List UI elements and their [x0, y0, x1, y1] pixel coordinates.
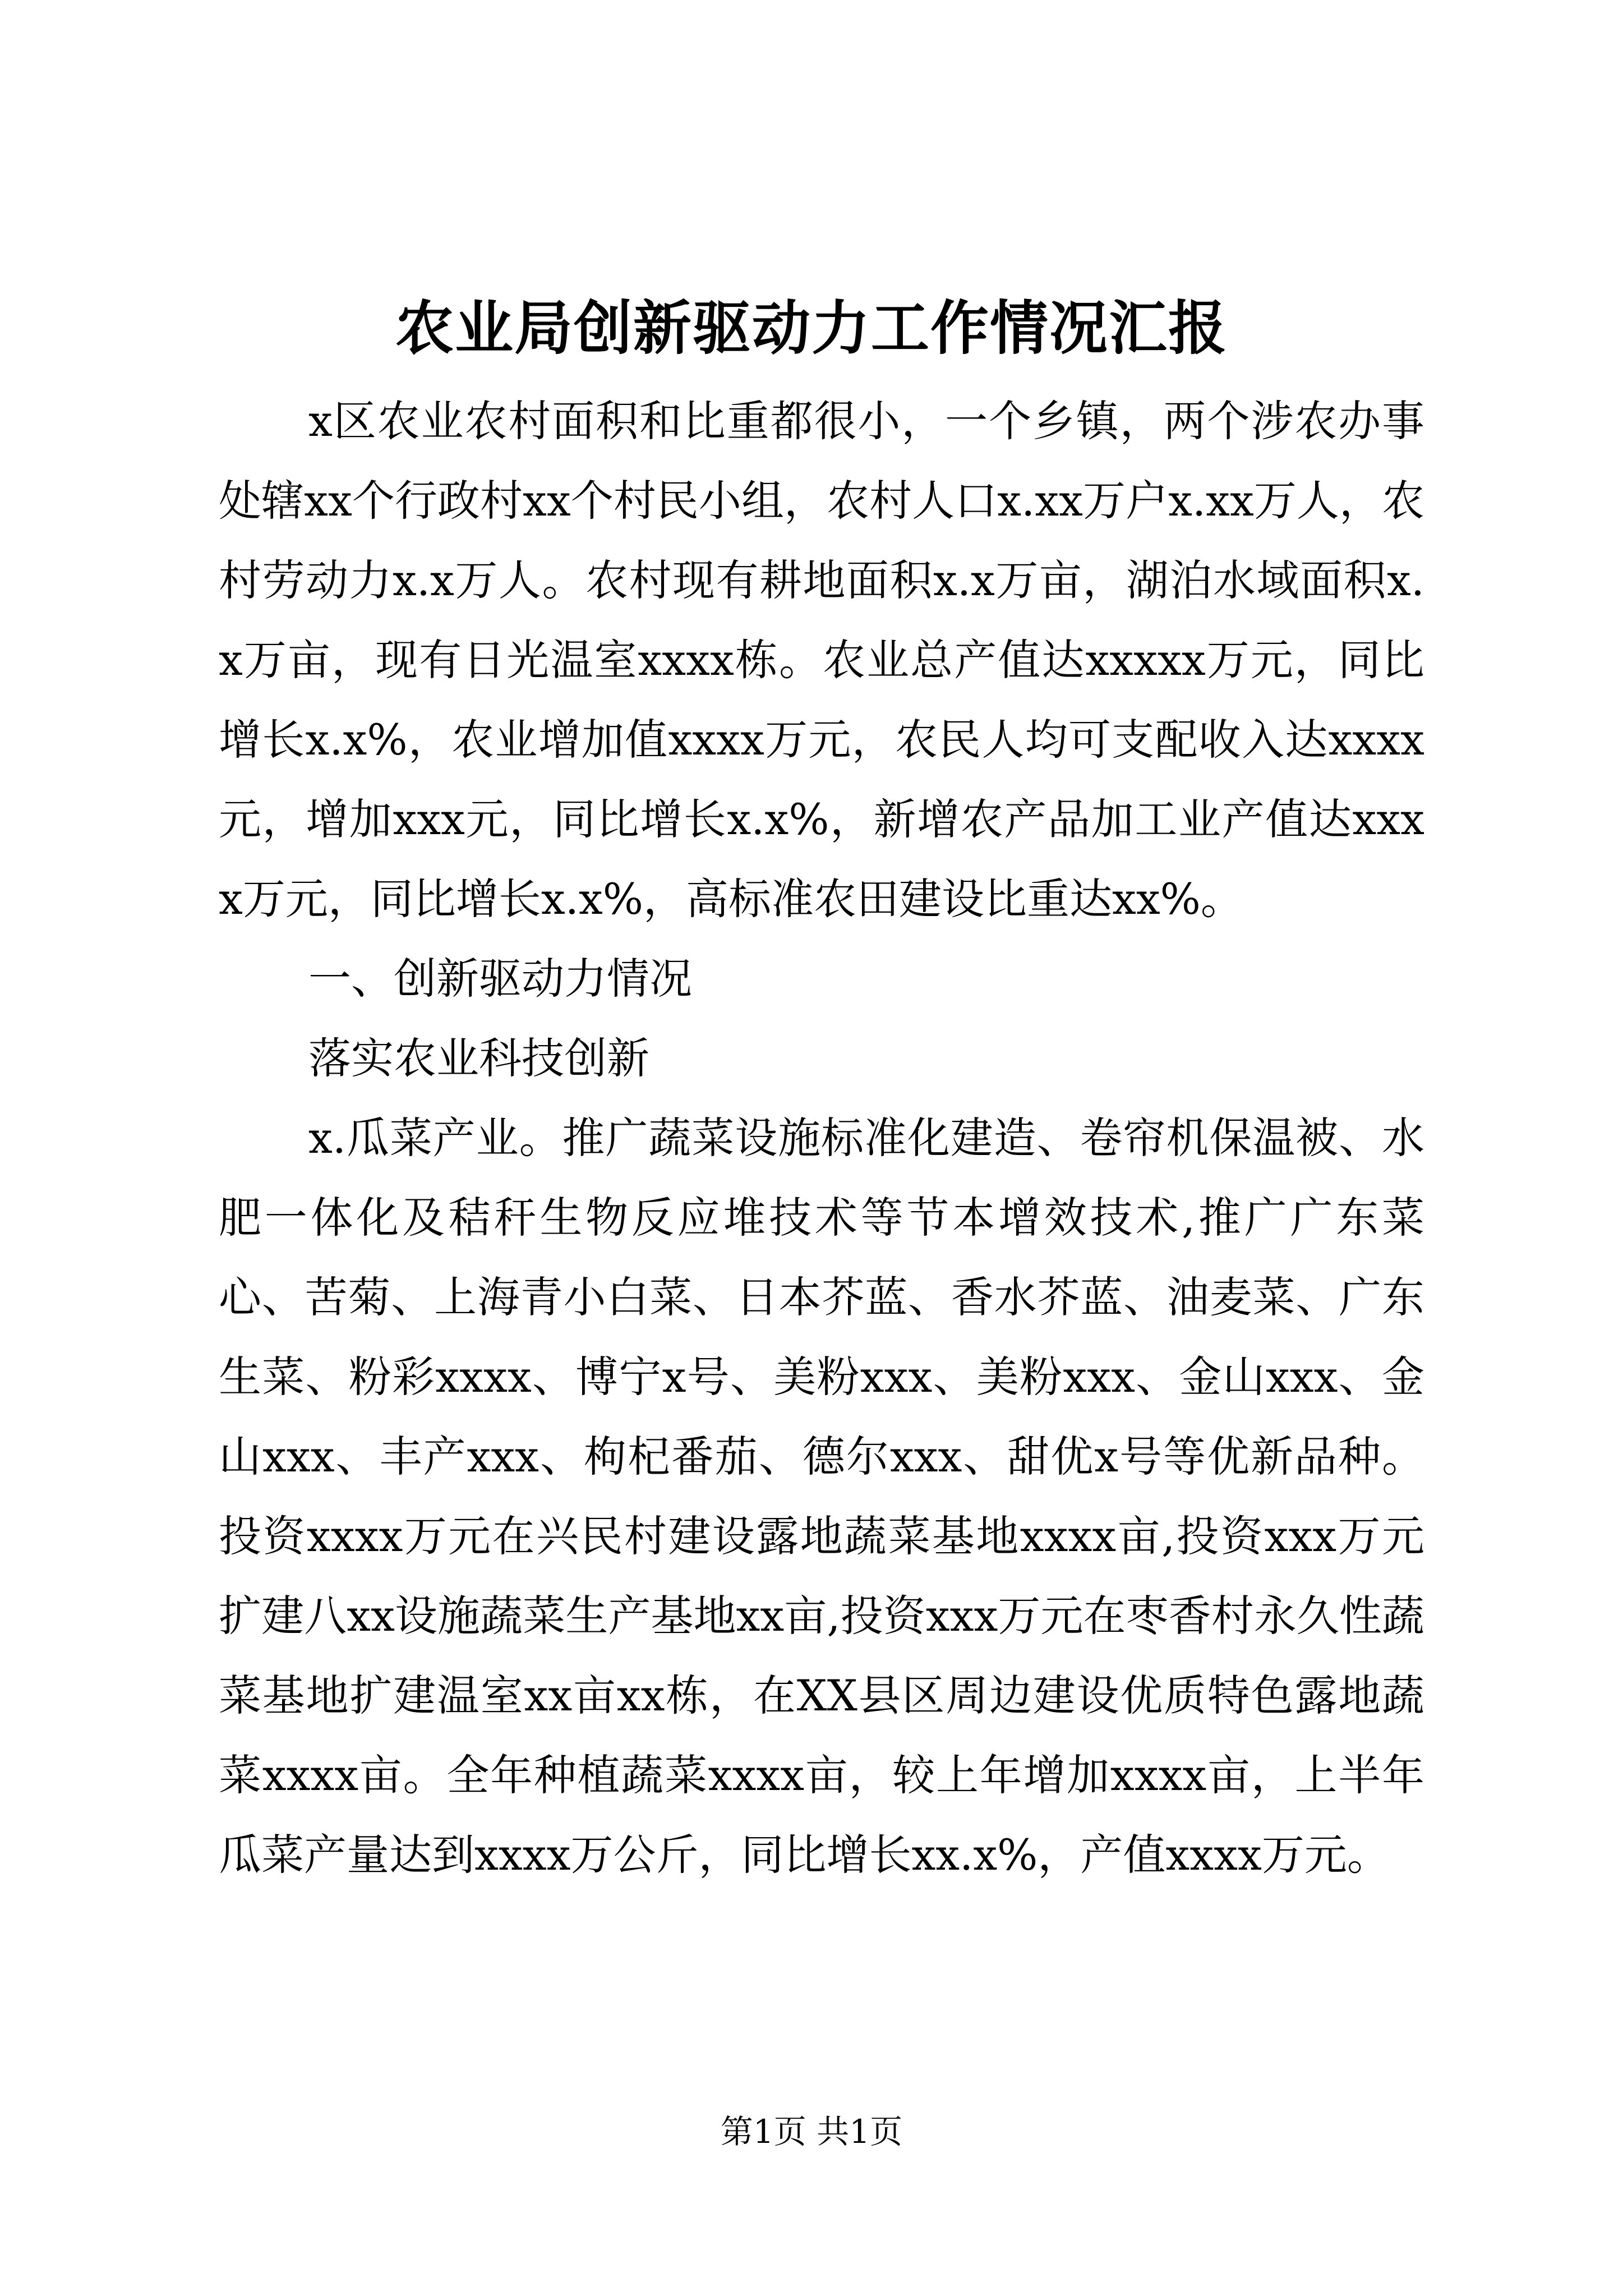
document-title: 农业局创新驱动力工作情况汇报: [395, 293, 1228, 362]
page-footer: 第1页 共1页: [720, 2113, 903, 2151]
section-heading: 一、创新驱动力情况: [308, 954, 692, 1004]
intro-paragraph: x区农业农村面积和比重都很小，一个乡镇，两个涉农办事处辖xx个行政村xx个村民小组，农村人口x.xx万户x.xx万人，农村劳动力x.x万人。农村现有耕地面积x.x万亩，湖泊水域面积x.x万亩，现有日光温室xxxx栋。农业总产值达xxxxx万元，同比增长x.x%，农业增加值xxxx万元，农民人均可支配收入达xxxx元，增加xxx元，同比增长x.x%，新增农产品加工业产值达xxxx万元，同比增长x.x%，高标准农田建设比重达xx%。: [219, 396, 1424, 924]
document-body: [219, 381, 1424, 1895]
vegetable-industry-paragraph: x.瓜菜产业。推广蔬菜设施标准化建造、卷帘机保温被、水肥一体化及秸秆生物反应堆技术等节本增效技术,推广广东菜心、苦菊、上海青小白菜、日本芥蓝、香水芥蓝、油麦菜、广东生菜、粉彩xxxx、博宁x号、美粉xxx、美粉xxx、金山xxx、金山xxx、丰产xxx、枸杞番茄、德尔xxx、甜优x号等优新品种。投资xxxx万元在兴民村建设露地蔬菜基地xxxx亩,投资xxx万元扩建八xx设施蔬菜生产基地xx亩,投资xxx万元在枣香村永久性蔬菜基地扩建温室xx亩xx栋，在XX县区周边建设优质特色露地蔬菜xxxx亩。全年种植蔬菜xxxx亩，较上年增加xxxx亩，上半年瓜菜产量达到xxxx万公斤，同比增长xx.x%，产值xxxx万元。: [219, 1113, 1424, 1880]
subsection-heading: 落实农业科技创新: [308, 1033, 649, 1083]
